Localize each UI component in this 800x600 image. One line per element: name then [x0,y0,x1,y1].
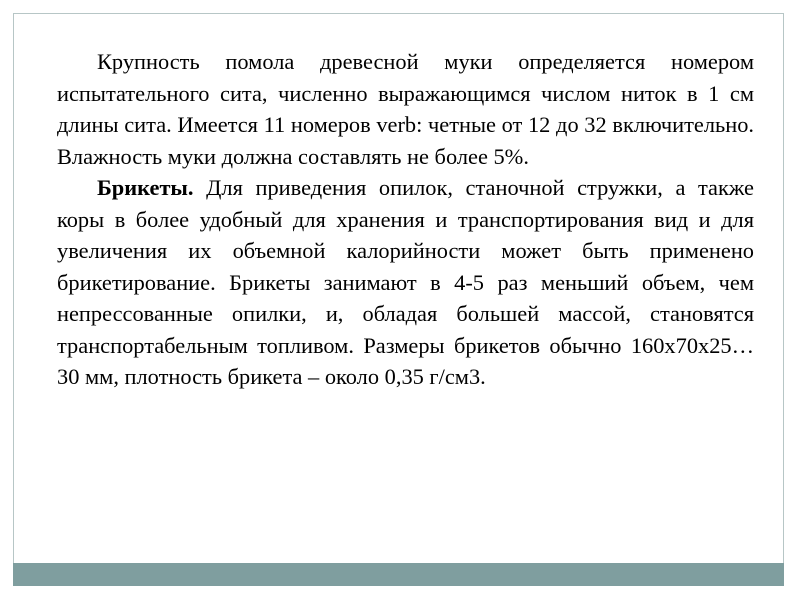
slide-body-text [57,46,754,393]
paragraph-briquettes [57,172,754,393]
paragraph-flour-grinding [57,46,754,172]
paragraph-lead-briquettes: Брикеты. [97,175,194,200]
paragraph-text-briquettes: Для приведения опилок, станочной стружки, а также коры в более удобный для хранения и транспортирования вид и для увеличения их объемной калорийности может быть применено брикетирование. Брикеты занимают в 4-5 раз меньший объем, чем непрессованные опилки, и, обладая большей массой, становятся транспортабельным топливом. Размеры брикетов обычно 160х70х25…30 мм, плотность брикета – около 0,35 г/см3. [57,175,754,389]
footer-bar [13,563,784,586]
paragraph-text: Крупность помола древесной муки определяется номером испытательного сита, численно выражающимся числом ниток в 1 см длины сита. Имеется 11 номеров verb: четные от 12 до 32 включительно. Влажность муки должна составлять не более 5%. [57,49,754,169]
